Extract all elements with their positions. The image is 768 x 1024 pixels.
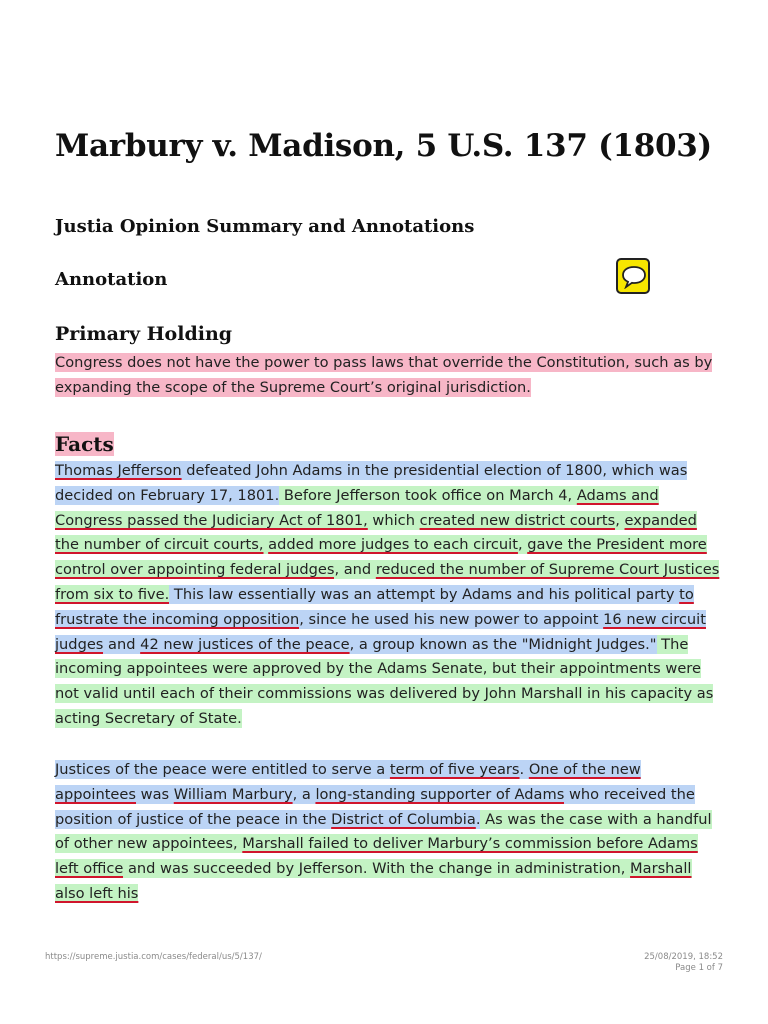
highlight-span: created new district courts: [419, 511, 616, 529]
highlight-span: Before Jefferson took office on March 4,: [279, 486, 577, 504]
highlight-span: ,: [615, 511, 625, 529]
highlight-span: , and: [334, 561, 376, 579]
highlight-span: As was the case with a handful of other new appointees,: [55, 810, 712, 853]
highlight-span: 42 new justices of the peace: [140, 635, 350, 653]
highlight-span: , a: [292, 785, 316, 803]
highlight-span: reduced the number of Supreme Court Justices from six to five.: [55, 561, 720, 603]
page-title: Marbury v. Madison, 5 U.S. 137 (1803): [55, 128, 712, 164]
footer-meta: [644, 952, 723, 974]
highlight-span: 16 new circuit judges: [55, 610, 706, 653]
highlight-span: expanded the number of circuit courts,: [55, 511, 697, 554]
speech-bubble-icon[interactable]: [616, 258, 650, 294]
primary-holding-heading: Primary Holding: [55, 323, 233, 345]
highlight-span: were entitled to serve a: [206, 761, 390, 778]
highlight-span: long-standing supporter of Adams: [315, 785, 565, 803]
footer-datetime: 25/08/2019, 18:52: [644, 952, 723, 962]
highlight-span: gave the President more control over appointing federal judges: [55, 536, 707, 579]
highlight-span: Justices of the peace: [55, 761, 207, 778]
footer-page-number: Page 1 of 7: [675, 963, 723, 973]
highlight-span: ,: [517, 536, 528, 554]
highlight-span: Marshall also left his: [55, 860, 692, 902]
highlight-span: Thomas Jefferson: [55, 462, 182, 479]
highlight-span: Adams and Congress passed the Judiciary Act of 1801,: [55, 486, 659, 529]
facts-heading-label: Facts: [55, 432, 114, 456]
highlight-span: which: [367, 511, 420, 529]
facts-heading: [55, 432, 114, 456]
highlight-span: who received the position of justice of the peace in the: [55, 785, 695, 828]
highlight-span: .: [519, 761, 529, 778]
highlight-span: The incoming appointees were approved by the Adams Senate, but their appointments were not valid until each of their commissions was delivered by John Marshall in his capacity as acting Secretary of State.: [55, 635, 714, 727]
highlight-span: and was succeeded by Jefferson. With the change in administration,: [123, 860, 631, 878]
highlight-span: William Marbury: [173, 785, 293, 803]
highlight-span: term of five years: [389, 761, 520, 778]
subtitle: Justia Opinion Summary and Annotations: [55, 216, 475, 237]
primary-holding-highlight: Congress does not have the power to pass laws that override the Constitution, such as by expanding the scope of the Supreme Court’s original jurisdiction.: [55, 354, 713, 396]
highlight-span: , a group known as the "Midnight Judges.": [349, 635, 657, 653]
highlight-span: to frustrate the incoming opposition: [55, 585, 694, 628]
highlight-span: District of Columbia: [331, 810, 476, 828]
highlight-span: .: [475, 810, 481, 828]
highlight-span: and: [103, 635, 141, 653]
highlight-span: was: [136, 785, 174, 803]
facts-paragraph-2: [55, 758, 725, 907]
highlight-span: , since he used his new power to appoint: [299, 610, 604, 628]
highlight-span: added more judges to each circuit: [268, 536, 518, 554]
primary-holding-text: [55, 351, 725, 401]
footer-url[interactable]: https://supreme.justia.com/cases/federal/us/5/137/: [45, 952, 262, 962]
highlight-span: One of the new appointees: [55, 761, 641, 803]
highlight-span: This law essentially was an attempt by Adams and his political party: [169, 585, 680, 603]
annotation-heading: Annotation: [55, 269, 168, 290]
highlight-span: Marshall failed to deliver Marbury’s commission before Adams left office: [55, 835, 698, 878]
highlight-span: defeated John Adams in the presidential election of 1800, which was decided on February 17, 1801.: [55, 462, 688, 504]
facts-paragraph-1: [55, 459, 725, 732]
